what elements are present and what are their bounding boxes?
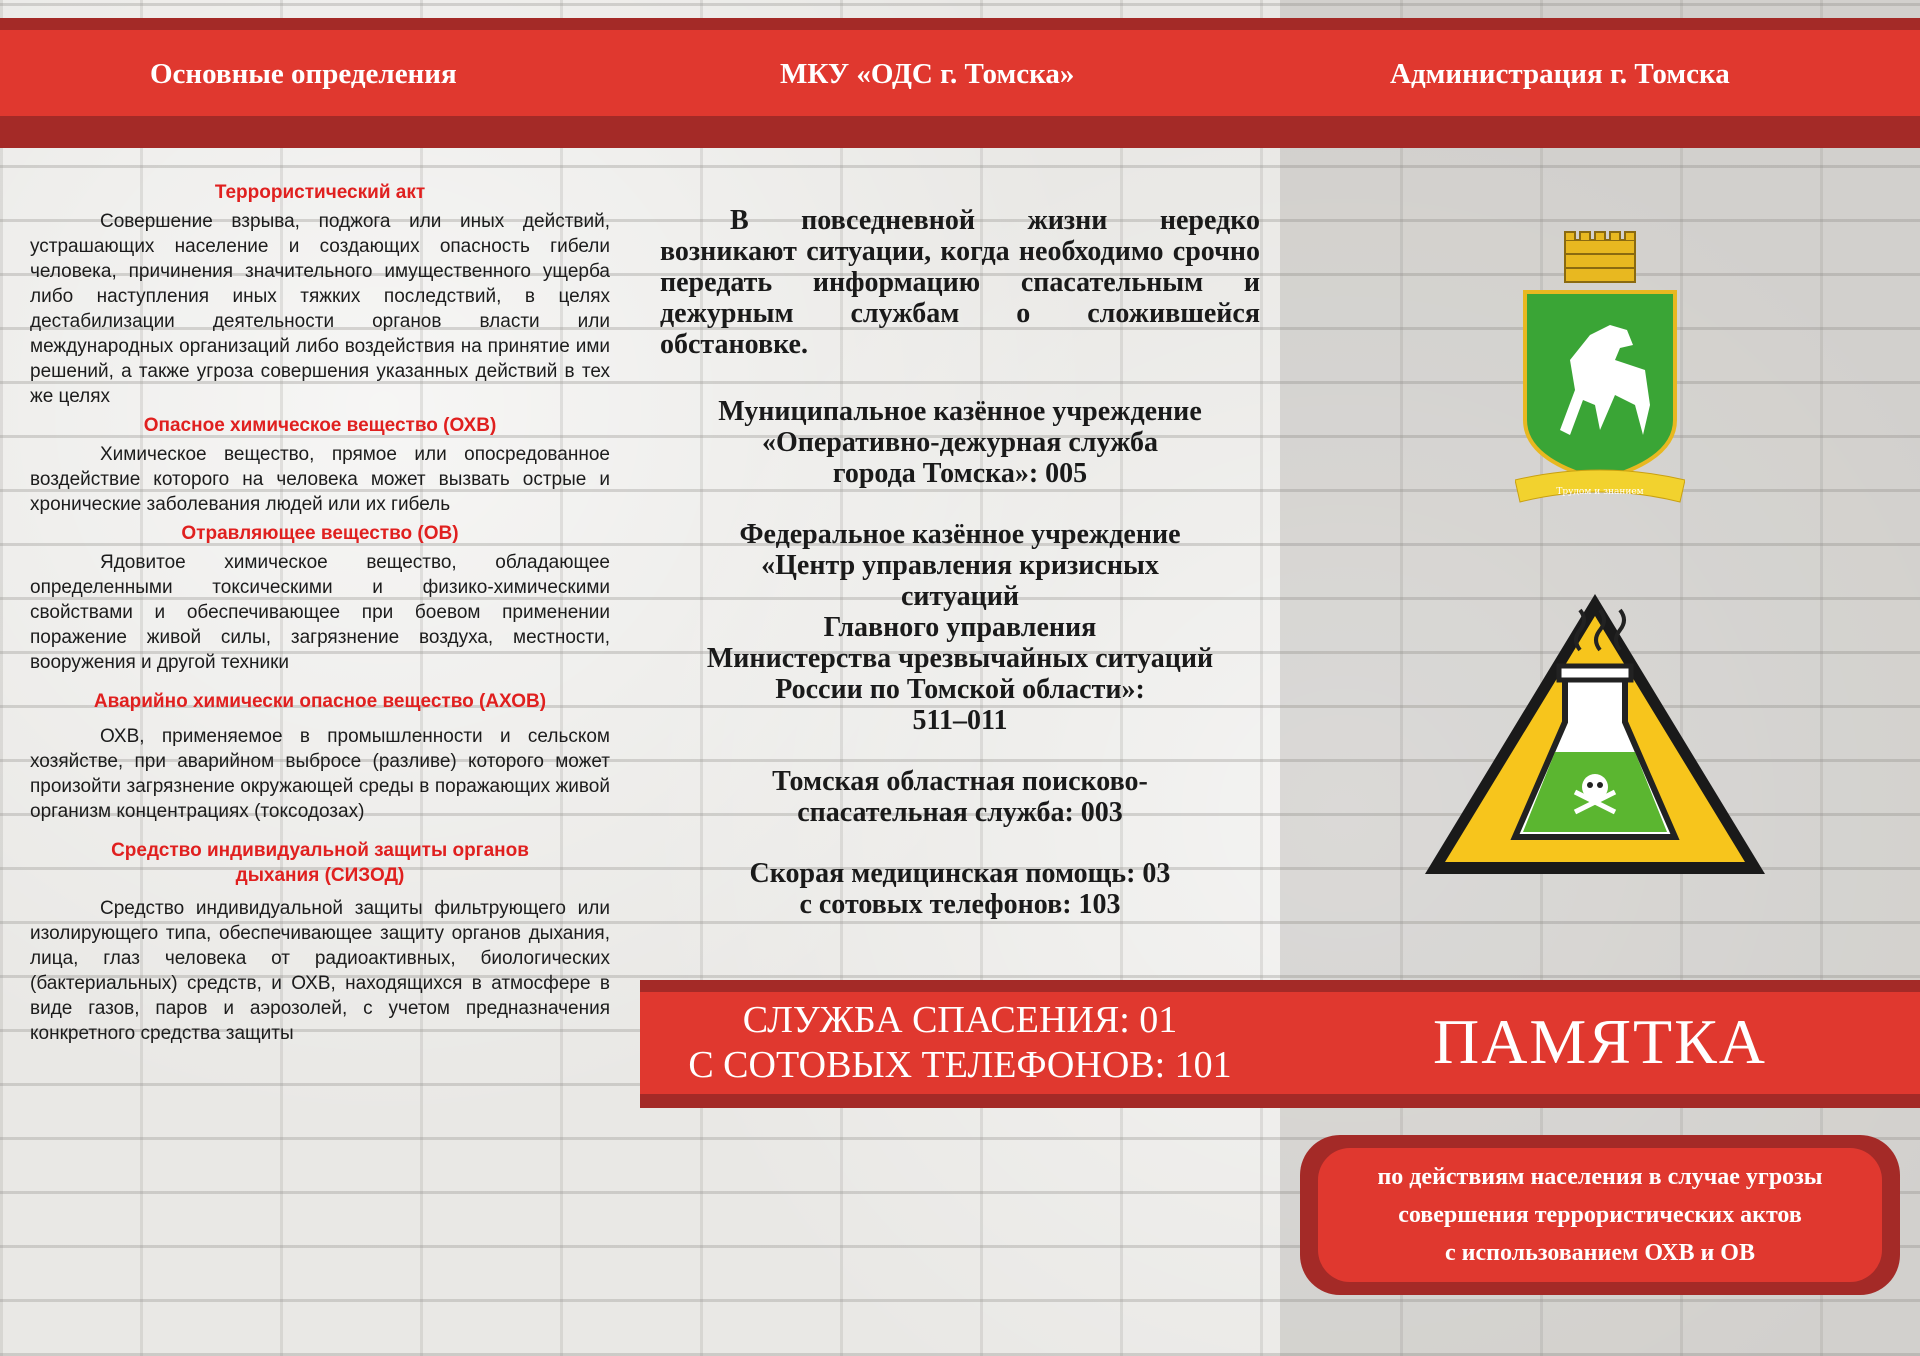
header-center: МКУ «ОДС г. Томска»: [780, 58, 1075, 90]
tomsk-coat-of-arms: [1515, 230, 1685, 510]
top-banner: [0, 30, 1920, 116]
definition-body: Средство индивидуальной защиты фильтрующего или изолирующего типа, обеспечивающее защиту органов дыхания, лица, глаз человека от радиоактивных, биологических (бактериальных) средств, и ОХВ, находящихся в атмосфере в виде газов, паров и аэрозолей, с учетом предназначения конкретного средства защиты: [30, 898, 610, 1044]
rescue-phones: [640, 998, 1280, 1088]
chemical-hazard-sign: [1415, 582, 1775, 882]
intro-text: В повседневной жизни нередко возникают ситуации, когда необходимо срочно передать информацию спасательным и дежурным службам о сложившейся обстановке.: [660, 205, 1260, 360]
header-right: Администрация г. Томска: [1390, 58, 1730, 90]
definition-body: ОХВ, применяемое в промышленности и сельском хозяйстве, при аварийном выбросе (разливе) которого может произойти загрязнение окружающей среды в поражающих живой организм концентрациях (токсодозах): [30, 726, 610, 822]
definitions-column: [30, 180, 610, 1050]
contact-ods: Муниципальное казённое учреждение «Оперативно-дежурная служба города Томска»: 005: [718, 396, 1202, 489]
cover-subtitle-box: [1318, 1148, 1882, 1282]
contact-rescue-service: Томская областная поисково- спасательная служба: 003: [772, 766, 1148, 828]
rescue-line-1: СЛУЖБА СПАСЕНИЯ: 01: [742, 999, 1178, 1041]
definition-body: Химическое вещество, прямое или опосредованное воздействие которого на человека может вызвать острые и хронические заболевания людей или их гибель: [30, 444, 610, 515]
definition-sizod: [30, 838, 610, 1046]
rescue-line-2: С СОТОВЫХ ТЕЛЕФОНОВ: 101: [688, 1044, 1232, 1086]
definition-title: Средство индивидуальной защиты органов дыхания (СИЗОД): [111, 840, 529, 886]
definition-ahov: [30, 689, 610, 824]
definition-ohv: [30, 413, 610, 517]
contacts-column: [660, 205, 1260, 950]
definition-terror-act: [30, 180, 610, 409]
definition-title: Аварийно химически опасное вещество (АХОВ): [93, 691, 547, 712]
definition-body: Совершение взрыва, поджога или иных действий, устрашающих население и создающих опасность гибели человека, причинения значительного имущественного ущерба либо наступления иных тяжких последствий, в целях дестабилизации деятельности органов власти или международных организаций либо воздействия на принятие ими решений, а также угроза совершения указанных действий в тех же целях: [30, 211, 610, 407]
definition-body: Ядовитое химическое вещество, обладающее определенными токсическими и физико-химическими свойствами и обеспечивающее при боевом применении поражение живой силы, загрязнение воздуха, местности, вооружения и другой техники: [30, 552, 610, 673]
motto-text: Трудом и знанием: [1556, 487, 1644, 497]
definition-title: Опасное химическое вещество (ОХВ): [143, 415, 497, 436]
motto-ribbon-icon: [1515, 470, 1685, 502]
header-left: Основные определения: [150, 58, 457, 90]
definition-ov: [30, 521, 610, 675]
definition-title: Террористический акт: [214, 182, 426, 203]
cover-subtitle: по действиям населения в случае угрозы совершения террористических актов с использованием ОХВ и ОВ: [1377, 1164, 1823, 1266]
definition-title: Отравляющее вещество (ОВ): [181, 523, 459, 544]
contact-mchs: Федеральное казённое учреждение «Центр управления кризисных ситуаций Главного управления Министерства чрезвычайных ситуаций России по Томской области»: 511–011: [706, 519, 1214, 736]
crown-icon: [1565, 232, 1635, 282]
contact-ambulance: Скорая медицинская помощь: 03 с сотовых телефонов: 103: [749, 858, 1171, 920]
cover-title: ПАМЯТКА: [1432, 1006, 1768, 1077]
